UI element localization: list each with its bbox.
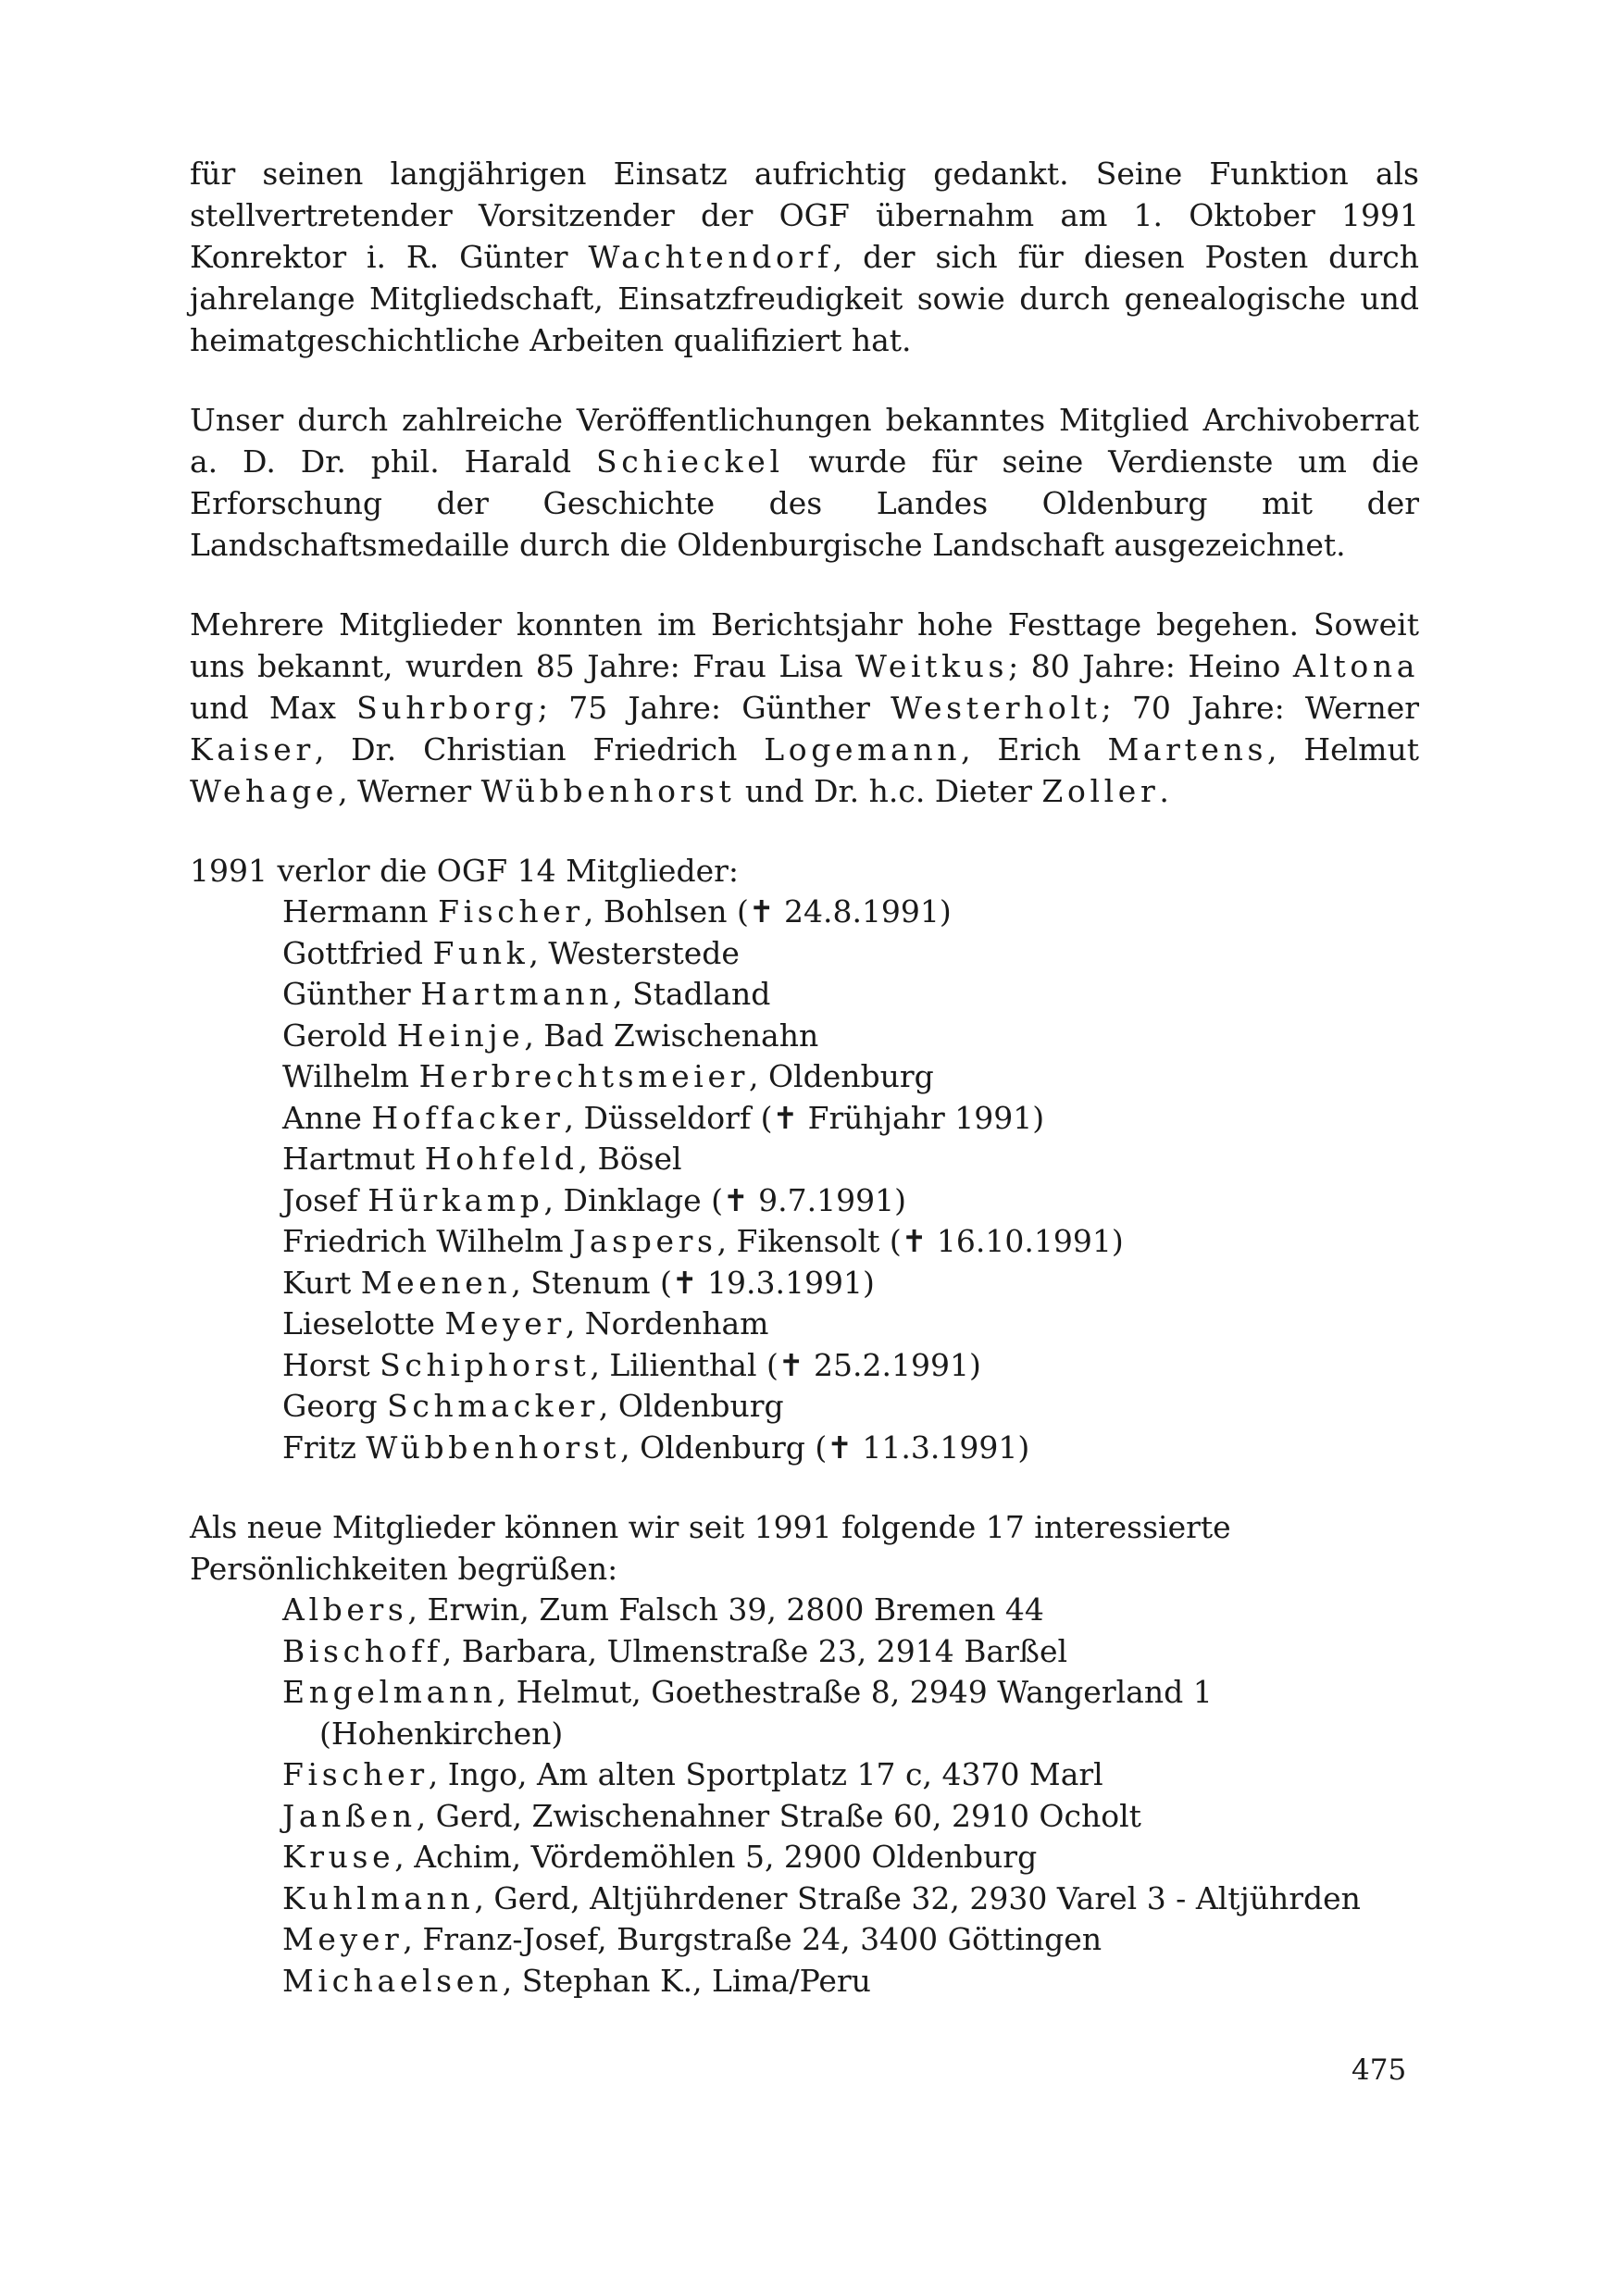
person-surname: Wehage: [190, 773, 339, 809]
member-details: , Oldenburg: [749, 1058, 934, 1094]
paragraph-text: wurde für seine Verdienste um die Erforschung der Geschichte des Landes Oldenburg mit der Landschaftsmedaille durch die Oldenburgische Landschaft ausgezeichnet.: [190, 443, 1419, 563]
paragraph-text: , Helmut: [1267, 731, 1419, 767]
person-surname: Schieckel: [596, 443, 784, 480]
paragraph-text: ; 70 Jahre: Werner: [1101, 690, 1420, 726]
member-surname: Funk: [432, 934, 529, 971]
member-surname: Hürkamp: [367, 1181, 544, 1218]
member-surname: Meenen: [360, 1264, 512, 1301]
member-address: , Helmut, Goethestraße 8, 2949 Wangerland 1 (Hohenkirchen): [319, 1674, 1213, 1752]
person-surname: Martens: [1107, 731, 1267, 767]
list-item: [282, 1304, 1419, 1345]
page-body: [190, 153, 1419, 2002]
member-surname: Albers: [282, 1591, 408, 1628]
paragraph-text: , Dr. Christian Friedrich: [314, 731, 765, 767]
member-surname: Herbrechtsmeier: [418, 1058, 750, 1094]
list-item: [282, 1386, 1419, 1428]
member-address: , Gerd, Zwischenahner Straße 60, 2910 Ocholt: [416, 1797, 1141, 1834]
member-first-name: Friedrich Wilhelm: [282, 1223, 564, 1259]
member-surname: Jaspers: [573, 1223, 717, 1259]
list-item: [282, 1961, 1419, 2003]
member-address: , Achim, Vördemöhlen 5, 2900 Oldenburg: [394, 1839, 1038, 1875]
member-first-name: Gerold: [282, 1017, 388, 1054]
person-surname: Logemann: [764, 731, 962, 767]
member-details: , Bösel: [578, 1141, 682, 1177]
deceased-list: [190, 892, 1419, 1468]
paragraph-text: Mehrere Mitglieder konnten im Berichtsjahr hohe Festtage begehen. Soweit uns bekannt, wurden 85 Jahre: Frau Lisa: [190, 606, 1419, 684]
paragraph-text: für seinen langjährigen Einsatz aufrichtig gedankt. Seine Funktion als stellvertretender Vorsitzender der OGF übernahm am 1. Oktober 1991 Konrektor i. R. Günter: [190, 156, 1419, 275]
member-surname: Fischer: [282, 1756, 429, 1792]
person-surname: Westerholt: [891, 690, 1102, 726]
person-surname: Zoller: [1041, 773, 1160, 809]
paragraph-text: .: [1159, 773, 1169, 809]
list-item: [282, 1345, 1419, 1387]
list-item: [282, 1754, 1419, 1796]
member-first-name: Wilhelm: [282, 1058, 410, 1094]
member-surname: Hohfeld: [424, 1141, 579, 1177]
list-item: [282, 1919, 1419, 1961]
person-surname: Wachtendorf: [588, 239, 833, 275]
list-item: [282, 1837, 1419, 1878]
list-item: [282, 1796, 1419, 1838]
paragraph: [190, 153, 1419, 361]
list-item: [282, 1672, 1419, 1754]
paragraph-text: Unser durch zahlreiche Veröffentlichungen bekanntes Mitglied Archivoberrat a. D. Dr. phil. Harald: [190, 402, 1419, 480]
member-address: , Gerd, Altjührdener Straße 32, 2930 Varel 3 - Altjührden: [474, 1879, 1361, 1916]
member-address: , Franz-Josef, Burgstraße 24, 3400 Göttingen: [403, 1921, 1102, 1957]
member-address: , Stephan K., Lima/Peru: [502, 1962, 871, 1999]
member-surname: Meyer: [282, 1921, 404, 1957]
body-paragraphs: [190, 153, 1419, 812]
person-surname: Weitkus: [855, 648, 1009, 684]
member-surname: Meyer: [444, 1305, 566, 1341]
member-details: , Nordenham: [565, 1305, 769, 1341]
member-first-name: Günther: [282, 976, 411, 1012]
list-item: [282, 1139, 1419, 1180]
list-item: [282, 933, 1419, 975]
list-item: [282, 1878, 1419, 1920]
member-details: , Oldenburg: [598, 1388, 784, 1424]
person-surname: Kaiser: [190, 731, 315, 767]
member-surname: Kruse: [282, 1839, 395, 1875]
member-first-name: Georg: [282, 1388, 378, 1424]
person-surname: Suhrborg: [356, 690, 538, 726]
member-first-name: Horst: [282, 1346, 370, 1383]
paragraph-text: , Erich: [961, 731, 1108, 767]
member-surname: Kuhlmann: [282, 1879, 475, 1916]
member-details: , Fikensolt (✝ 16.10.1991): [716, 1223, 1124, 1259]
member-first-name: Lieselotte: [282, 1305, 435, 1341]
list-item: [282, 1180, 1419, 1222]
member-surname: Schiphorst: [380, 1346, 591, 1383]
member-details: , Westerstede: [529, 934, 740, 971]
member-details: , Lilienthal (✝ 25.2.1991): [590, 1346, 981, 1383]
page-number: 475: [1352, 2053, 1407, 2087]
member-surname: Schmacker: [387, 1388, 599, 1424]
member-details: , Düsseldorf (✝ Frühjahr 1991): [564, 1099, 1045, 1136]
member-first-name: Anne: [282, 1099, 362, 1136]
paragraph-text: ; 80 Jahre: Heino: [1008, 648, 1293, 684]
member-details: , Dinklage (✝ 9.7.1991): [543, 1181, 906, 1218]
member-first-name: Josef: [282, 1181, 358, 1218]
paragraph-text: und Max: [190, 690, 357, 726]
member-surname: Heinje: [396, 1017, 525, 1054]
list-item: [282, 1098, 1419, 1140]
member-surname: Hartmann: [420, 976, 614, 1012]
member-surname: Wübbenhorst: [366, 1429, 621, 1466]
member-details: , Bohlsen (✝ 24.8.1991): [583, 893, 952, 930]
member-address: , Erwin, Zum Falsch 39, 2800 Bremen 44: [407, 1591, 1044, 1628]
member-first-name: Hartmut: [282, 1141, 416, 1177]
paragraph: [190, 604, 1419, 812]
new-members-intro: Als neue Mitglieder können wir seit 1991 folgende 17 interessierte Persönlichkeiten begrüßen:: [190, 1509, 1231, 1587]
paragraph: [190, 399, 1419, 566]
member-details: , Bad Zwischenahn: [524, 1017, 819, 1054]
member-address: , Barbara, Ulmenstraße 23, 2914 Barßel: [442, 1632, 1068, 1669]
member-surname: Bischoff: [282, 1632, 442, 1669]
member-surname: Janßen: [282, 1797, 417, 1834]
member-address: , Ingo, Am alten Sportplatz 17 c, 4370 Marl: [428, 1756, 1103, 1792]
member-surname: Fischer: [438, 893, 584, 930]
person-surname: Wübbenhorst: [480, 773, 736, 809]
list-item: [282, 1263, 1419, 1304]
list-item: [282, 1590, 1419, 1631]
member-surname: Engelmann: [282, 1674, 497, 1710]
member-surname: Hoffacker: [371, 1099, 565, 1136]
list-item: [282, 1428, 1419, 1469]
deceased-list-intro: 1991 verlor die OGF 14 Mitglieder:: [190, 853, 740, 889]
person-surname: Altona: [1292, 648, 1419, 684]
list-item: [282, 974, 1419, 1016]
list-item: [282, 892, 1419, 933]
member-first-name: Fritz: [282, 1429, 356, 1466]
new-members-list: [190, 1590, 1419, 2002]
member-details: , Oldenburg (✝ 11.3.1991): [620, 1429, 1030, 1466]
paragraph-text: , Werner: [338, 773, 481, 809]
list-item: [282, 1631, 1419, 1673]
member-surname: Michaelsen: [282, 1962, 503, 1999]
list-item: [282, 1221, 1419, 1263]
member-details: , Stadland: [613, 976, 771, 1012]
paragraph-text: , der sich für diesen Posten durch jahrelange Mitgliedschaft, Einsatzfreudigkeit sowie durch genealogische und heimatgeschichtliche Arbeiten qualifiziert hat.: [190, 239, 1419, 358]
paragraph-text: ; 75 Jahre: Günther: [537, 690, 891, 726]
list-item: [282, 1016, 1419, 1057]
paragraph-text: und Dr. h.c. Dieter: [735, 773, 1042, 809]
member-first-name: Hermann: [282, 893, 429, 930]
member-first-name: Gottfried: [282, 934, 423, 971]
member-details: , Stenum (✝ 19.3.1991): [511, 1264, 875, 1301]
member-first-name: Kurt: [282, 1264, 352, 1301]
list-item: [282, 1056, 1419, 1098]
